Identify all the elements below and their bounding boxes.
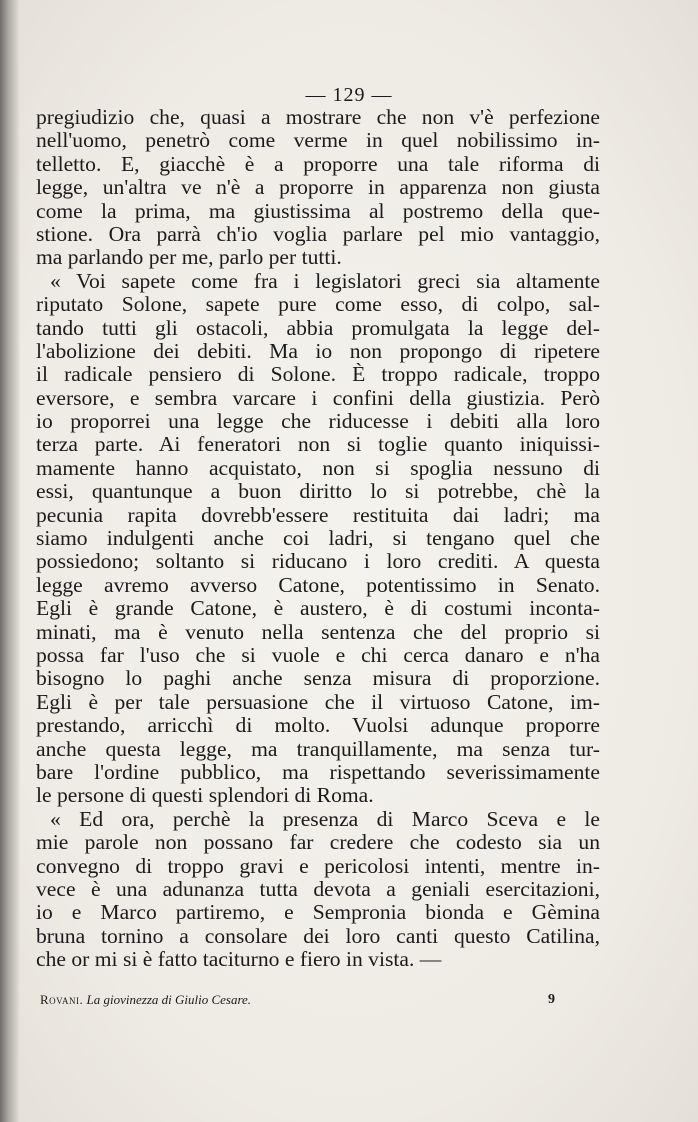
text-line: io proporrei una legge che riducesse i debiti alla loro — [36, 410, 600, 434]
text-line: ma parlando per me, parlo per tutti. — [36, 246, 342, 270]
text-line: legge, un'altra ve n'è a proporre in apparenza non giusta — [36, 176, 600, 200]
text-line: « Voi sapete come fra i legislatori greci sia altamente — [50, 269, 600, 293]
text-line: nell'uomo, penetrò come verme in quel nobilissimo in- — [36, 129, 600, 153]
text-line: terza parte. Ai feneratori non si toglie quanto iniquissi- — [36, 433, 600, 457]
text-line: tando tutti gli ostacoli, abbia promulgata la legge del- — [36, 316, 600, 340]
binding-shadow — [0, 0, 20, 1122]
text-line: siamo indulgenti anche coi ladri, si tengano quel che — [36, 527, 600, 551]
body-text — [36, 106, 600, 971]
text-line: eversore, e sembra varcare i confini della giustizia. Però — [36, 386, 600, 410]
text-line: le persone di questi splendori di Roma. — [36, 784, 374, 808]
text-line: io e Marco partiremo, e Sempronia bionda e Gèmina — [36, 901, 600, 925]
text-line: Egli è per tale persuasione che il virtuoso Catone, im- — [36, 690, 600, 714]
text-line: come la prima, ma giustissima al postremo della que- — [36, 199, 600, 223]
text-line: telletto. E, giacchè è a proporre una tale riforma di — [36, 152, 600, 176]
text-line: mamente hanno acquistato, non si spoglia nessuno di — [36, 456, 600, 480]
text-line: anche questa legge, ma tranquillamente, ma senza tur- — [36, 737, 600, 761]
text-line: che or mi si è fatto taciturno e fiero in vista. — — [36, 948, 442, 972]
text-line: bare l'ordine pubblico, ma rispettando severissimamente — [36, 760, 600, 784]
text-line: mie parole non possano far credere che codesto sia un — [36, 831, 600, 855]
running-footer — [40, 992, 560, 1008]
footer-author: Rovani. — [40, 992, 84, 1007]
text-line: pregiudizio che, quasi a mostrare che non v'è perfezione — [36, 106, 600, 129]
text-line: legge avremo avverso Catone, potentissimo in Senato. — [36, 573, 600, 597]
text-line: vece è una adunanza tutta devota a geniali esercitazioni, — [36, 877, 600, 901]
text-line: convegno di troppo gravi e pericolosi intenti, mentre in- — [36, 854, 600, 878]
text-line: essi, quantunque a buon diritto lo si potrebbe, chè la — [36, 480, 600, 504]
text-line: possiedono; soltanto si riducano i loro crediti. A questa — [36, 550, 600, 574]
text-line: possa far l'uso che si vuole e chi cerca danaro e n'ha — [36, 643, 600, 667]
text-line: il radicale pensiero di Solone. È troppo radicale, troppo — [36, 363, 600, 387]
text-line: pecunia rapita dovrebb'essere restituita dai ladri; ma — [36, 503, 600, 527]
text-line: bisogno lo paghi anche senza misura di proporzione. — [36, 667, 600, 691]
text-line: stione. Ora parrà ch'io voglia parlare pel mio vantaggio, — [36, 222, 600, 246]
text-line: « Ed ora, perchè la presenza di Marco Sceva e le — [50, 807, 600, 831]
page-number: — 129 — — [305, 84, 393, 106]
text-line: l'abolizione dei debiti. Ma io non propongo di ripetere — [36, 339, 600, 363]
text-line: prestando, arricchì di molto. Vuolsi adunque proporre — [36, 714, 600, 738]
footer-title: La giovinezza di Giulio Cesare. — [86, 992, 252, 1007]
text-line: minati, ma è venuto nella sentenza che del proprio si — [36, 620, 600, 644]
text-line: riputato Solone, sapete pure come esso, di colpo, sal- — [36, 293, 600, 317]
text-line: Egli è grande Catone, è austero, è di costumi inconta- — [36, 597, 600, 621]
text-line: bruna tornino a consolare dei loro canti questo Catilina, — [36, 924, 600, 948]
signature-mark: 9 — [548, 992, 555, 1007]
